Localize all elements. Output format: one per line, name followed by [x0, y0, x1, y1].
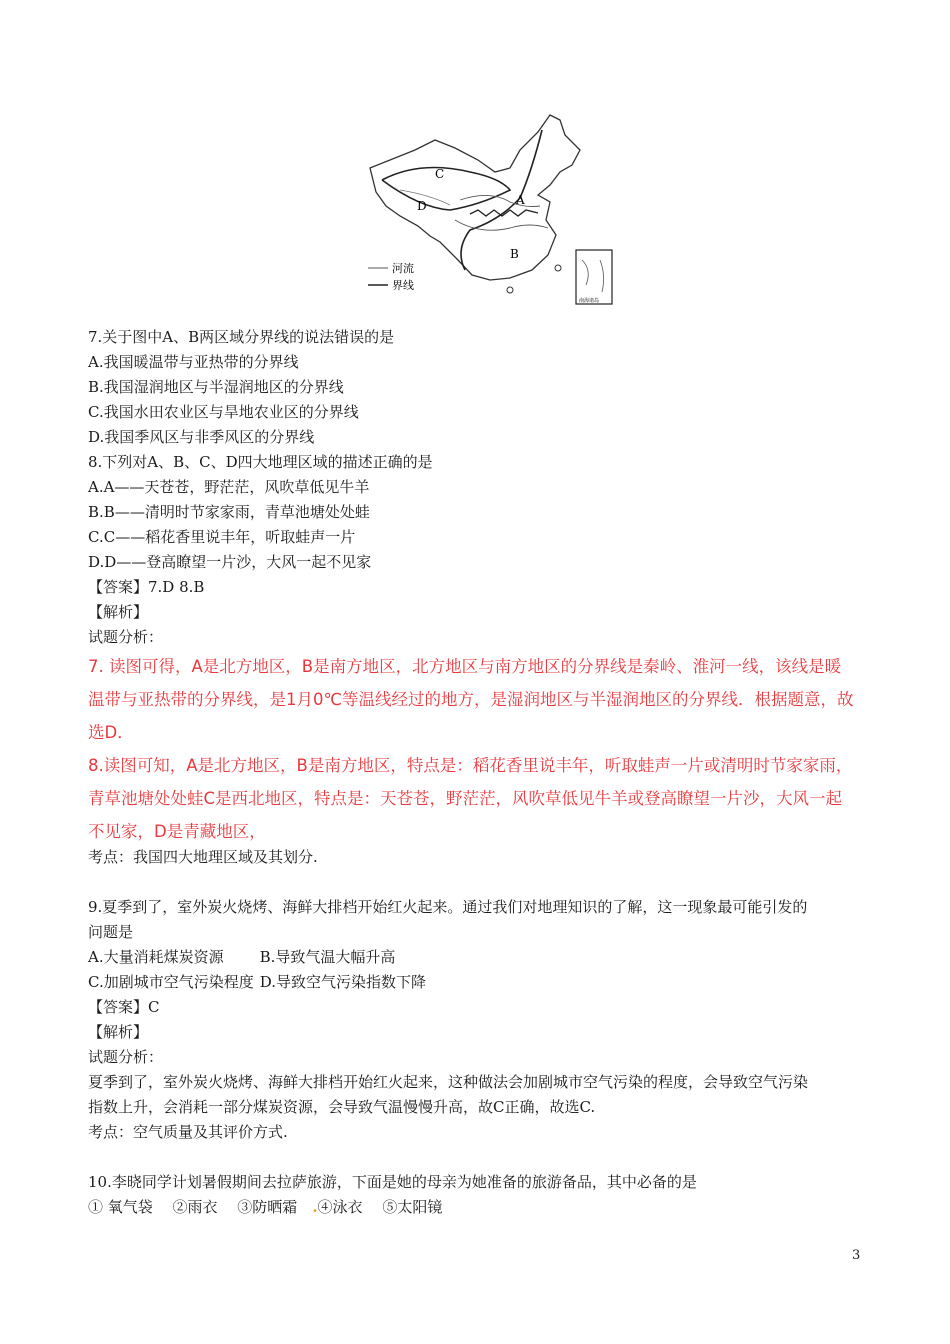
analysis-text-line: 不见家，D是青藏地区，: [88, 822, 266, 841]
q9-option-d: D.导致空气污染指数下降: [259, 973, 426, 991]
analysis-text-line: 选D．: [88, 723, 134, 742]
boundary-line: [382, 168, 510, 211]
analysis-intro-9: 试题分析：: [88, 1048, 164, 1066]
analysis-9-line1: 夏季到了，室外炭火烧烤、海鲜大排档开始红火起来，这种做法会加剧城市空气污染的程度，会导致空气污染: [88, 1073, 809, 1091]
q9-option-b: B.导致气温大幅升高: [259, 948, 396, 966]
analysis-text-line: 7. 读图可得，A是北方地区，B是南方地区，北方地区与南方地区的分界线是秦岭、淮河一线，该线是暖: [88, 657, 842, 676]
china-region-map: [360, 110, 620, 310]
analysis-label-9: 【解析】: [88, 1023, 149, 1041]
region-label-a: A: [516, 193, 525, 207]
page-number: 3: [852, 1248, 861, 1263]
q7-stem: 7.关于图中A、B两区域分界线的说法错误的是: [88, 328, 395, 346]
river: [455, 220, 548, 230]
china-outline: [370, 115, 580, 280]
q9-option-a: A.大量消耗煤炭资源: [88, 948, 224, 966]
q8-option-a: A.A——天苍苍，野茫茫，风吹草低见牛羊: [88, 478, 370, 496]
q9-stem-line2: 问题是: [88, 923, 134, 941]
taiwan-island: [555, 265, 561, 271]
q10-items-part1: ① 氧气袋 ②雨衣 ③防晒霜: [88, 1198, 313, 1216]
kaodian-7-8: 考点：我国四大地理区域及其划分.: [88, 848, 318, 866]
kaodian-9: 考点：空气质量及其评价方式.: [88, 1123, 288, 1141]
hainan-island: [507, 287, 513, 293]
south-china-sea-inset: [576, 250, 612, 304]
legend-boundary-label: 界线: [392, 279, 414, 292]
analysis-intro-7-8: 试题分析：: [88, 628, 164, 646]
q9-options-ab: [88, 945, 395, 970]
analysis-text-line: 温带与亚热带的分界线，是1月0℃等温线经过的地方，是湿润地区与半湿润地区的分界线．根据题意，故: [88, 690, 854, 709]
q8-option-d: D.D——登高瞭望一片沙，大风一起不见家: [88, 553, 372, 571]
region-label-d: D: [417, 199, 427, 213]
analysis-9-line2: 指数上升，会消耗一部分煤炭资源，会导致气温慢慢升高，故C正确，故选C.: [88, 1098, 596, 1116]
analysis-label-7-8: 【解析】: [88, 603, 149, 621]
q7-option-d: D.我国季风区与非季风区的分界线: [88, 428, 315, 446]
q10-items-part2: ④泳衣 ⑤太阳镜: [317, 1198, 443, 1216]
q9-option-c: C.加剧城市空气污染程度: [88, 973, 254, 991]
region-label-c: C: [435, 167, 445, 181]
q10-stem: 10.李晓同学计划暑假期间去拉萨旅游，下面是她的母亲为她准备的旅游备品，其中必备的是: [88, 1173, 697, 1191]
answer-9: 【答案】C: [88, 998, 160, 1016]
q7-option-b: B.我国湿润地区与半湿润地区的分界线: [88, 378, 344, 396]
inset-label: 南海诸岛: [579, 298, 600, 304]
analysis-text-line: 青草池塘处处蛙C是西北地区，特点是：天苍苍，野茫茫，风吹草低见牛羊或登高瞭望一片沙，大风一起: [88, 789, 843, 808]
legend-river-label: 河流: [392, 262, 414, 275]
region-label-b: B: [510, 247, 519, 261]
answer-7-8: 【答案】7.D 8.B: [88, 578, 205, 596]
q9-options-cd: [88, 970, 426, 995]
q8-option-c: C.C——稻花香里说丰年，听取蛙声一片: [88, 528, 356, 546]
analysis-text-line: 8.读图可知，A是北方地区，B是南方地区，特点是：稻花香里说丰年，听取蛙声一片或清明时节家家雨，: [88, 756, 853, 775]
inset-coastline: [582, 260, 604, 292]
q9-stem-line1: 9.夏季到了，室外炭火烧烤、海鲜大排档开始红火起来。通过我们对地理知识的了解，这一现象最可能引发的: [88, 898, 808, 916]
q7-option-a: A.我国暖温带与亚热带的分界线: [88, 353, 299, 371]
stray-mark: .: [312, 1198, 318, 1216]
boundary-line-east: [461, 130, 542, 270]
q7-option-c: C.我国水田农业区与旱地农业区的分界线: [88, 403, 359, 421]
q10-items: [88, 1195, 442, 1220]
q8-stem: 8.下列对A、B、C、D四大地理区域的描述正确的是: [88, 453, 433, 471]
q8-option-b: B.B——清明时节家家雨，青草池塘处处蛙: [88, 503, 370, 521]
